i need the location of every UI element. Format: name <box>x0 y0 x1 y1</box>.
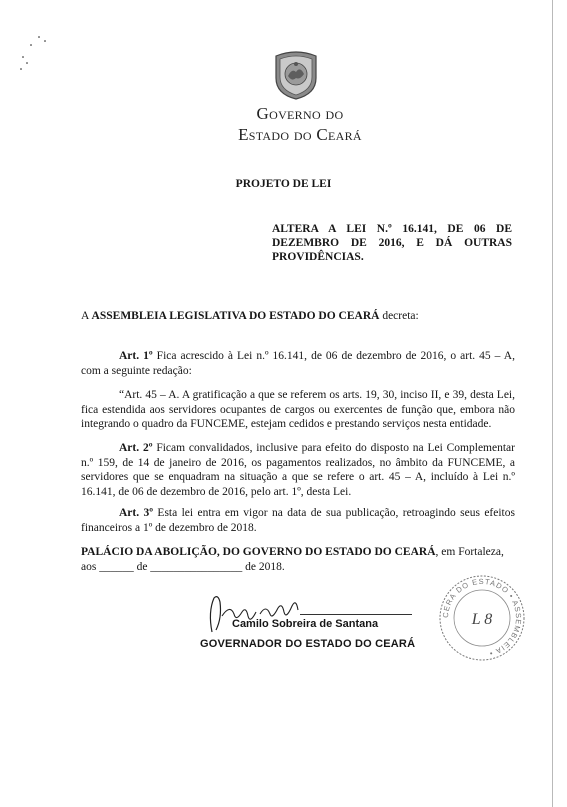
closing <box>81 545 515 574</box>
closing-date-line: aos ______ de ________________ de 2018. <box>81 560 285 573</box>
preamble-assembly: ASSEMBLEIA LEGISLATIVA DO ESTADO DO CEARÁ <box>91 310 380 322</box>
gov-line1-initial: G <box>256 104 270 123</box>
stamp-mark: L 8 <box>471 611 493 628</box>
gov-line1-do: DO <box>325 108 344 122</box>
gov-line1-rest: OVERNO <box>269 108 321 122</box>
article-3-text: Esta lei entra em vigor na data de sua publicação, retroagindo seus efeitos financeiros a 1º de dezembro de 2018. <box>81 507 515 534</box>
article-3-label: Art. 3º <box>119 507 154 519</box>
ementa: ALTERA A LEI N.º 16.141, DE 06 DE DEZEMBRO DE 2016, E DÁ OUTRAS PROVIDÊNCIAS. <box>272 223 512 263</box>
preamble <box>81 309 515 324</box>
closing-palace: PALÁCIO DA ABOLIÇÃO, DO GOVERNO DO ESTADO DO CEARÁ <box>81 546 436 558</box>
signer-name: Camilo Sobreira de Santana <box>232 618 379 630</box>
article-2-text: Ficam convalidados, inclusive para efeito do disposto na Lei Complementar n.º 159, de 14 de janeiro de 2016, os pagamentos realizados, no âmbito da FUNCEME, a servidores que se enquadram na situação a que se refere o art. 45 – A, incluído à Lei n.º 16.141, de 06 de dezembro de 2016, pelo art. 1º, desta Lei. <box>81 442 515 498</box>
gov-line2-initial: E <box>238 125 249 144</box>
gov-line2-ceara-rest: EARÁ <box>328 129 362 143</box>
gov-line2-estado-rest: STADO <box>248 129 290 143</box>
stamp-ring-text: CERA DO ESTADO • ASSEMBLEIA • <box>440 576 524 659</box>
preamble-suffix: decreta: <box>379 310 419 322</box>
scan-specks <box>18 34 58 84</box>
closing-suffix: , em Fortaleza, <box>435 546 504 558</box>
article-1-label: Art. 1º <box>119 350 153 362</box>
article-2 <box>81 441 515 499</box>
article-45a-text <box>81 388 515 432</box>
preamble-prefix: A <box>81 310 92 322</box>
government-header <box>200 104 400 146</box>
ceara-coat-of-arms-icon <box>270 50 322 100</box>
gov-line2-ceara-initial: C <box>316 125 329 144</box>
gov-line2-do: DO <box>293 129 312 143</box>
signature-line <box>300 614 412 615</box>
article-3 <box>81 506 515 535</box>
article-1-text: Fica acrescido à Lei n.º 16.141, de 06 de dezembro de 2016, o art. 45 – A, com a seguinte redação: <box>81 350 515 377</box>
article-45a-body: “Art. 45 – A. A gratificação a que se referem os arts. 19, 30, inciso II, e 39, desta Lei, fica estendida aos servidores ocupantes de cargos ou exercentes de função que, embora não integrando o quadro da FUNCEME, estejam cedidos e prestando serviços nesta entidade. <box>81 389 515 430</box>
document-title: PROJETO DE LEI <box>235 178 332 190</box>
scan-edge-line <box>552 0 553 807</box>
round-stamp-icon <box>436 572 528 664</box>
signer-title: GOVERNADOR DO ESTADO DO CEARÁ <box>200 638 416 650</box>
article-1 <box>81 349 515 378</box>
article-2-label: Art. 2º <box>119 442 153 454</box>
handwritten-signature-icon <box>200 592 320 638</box>
